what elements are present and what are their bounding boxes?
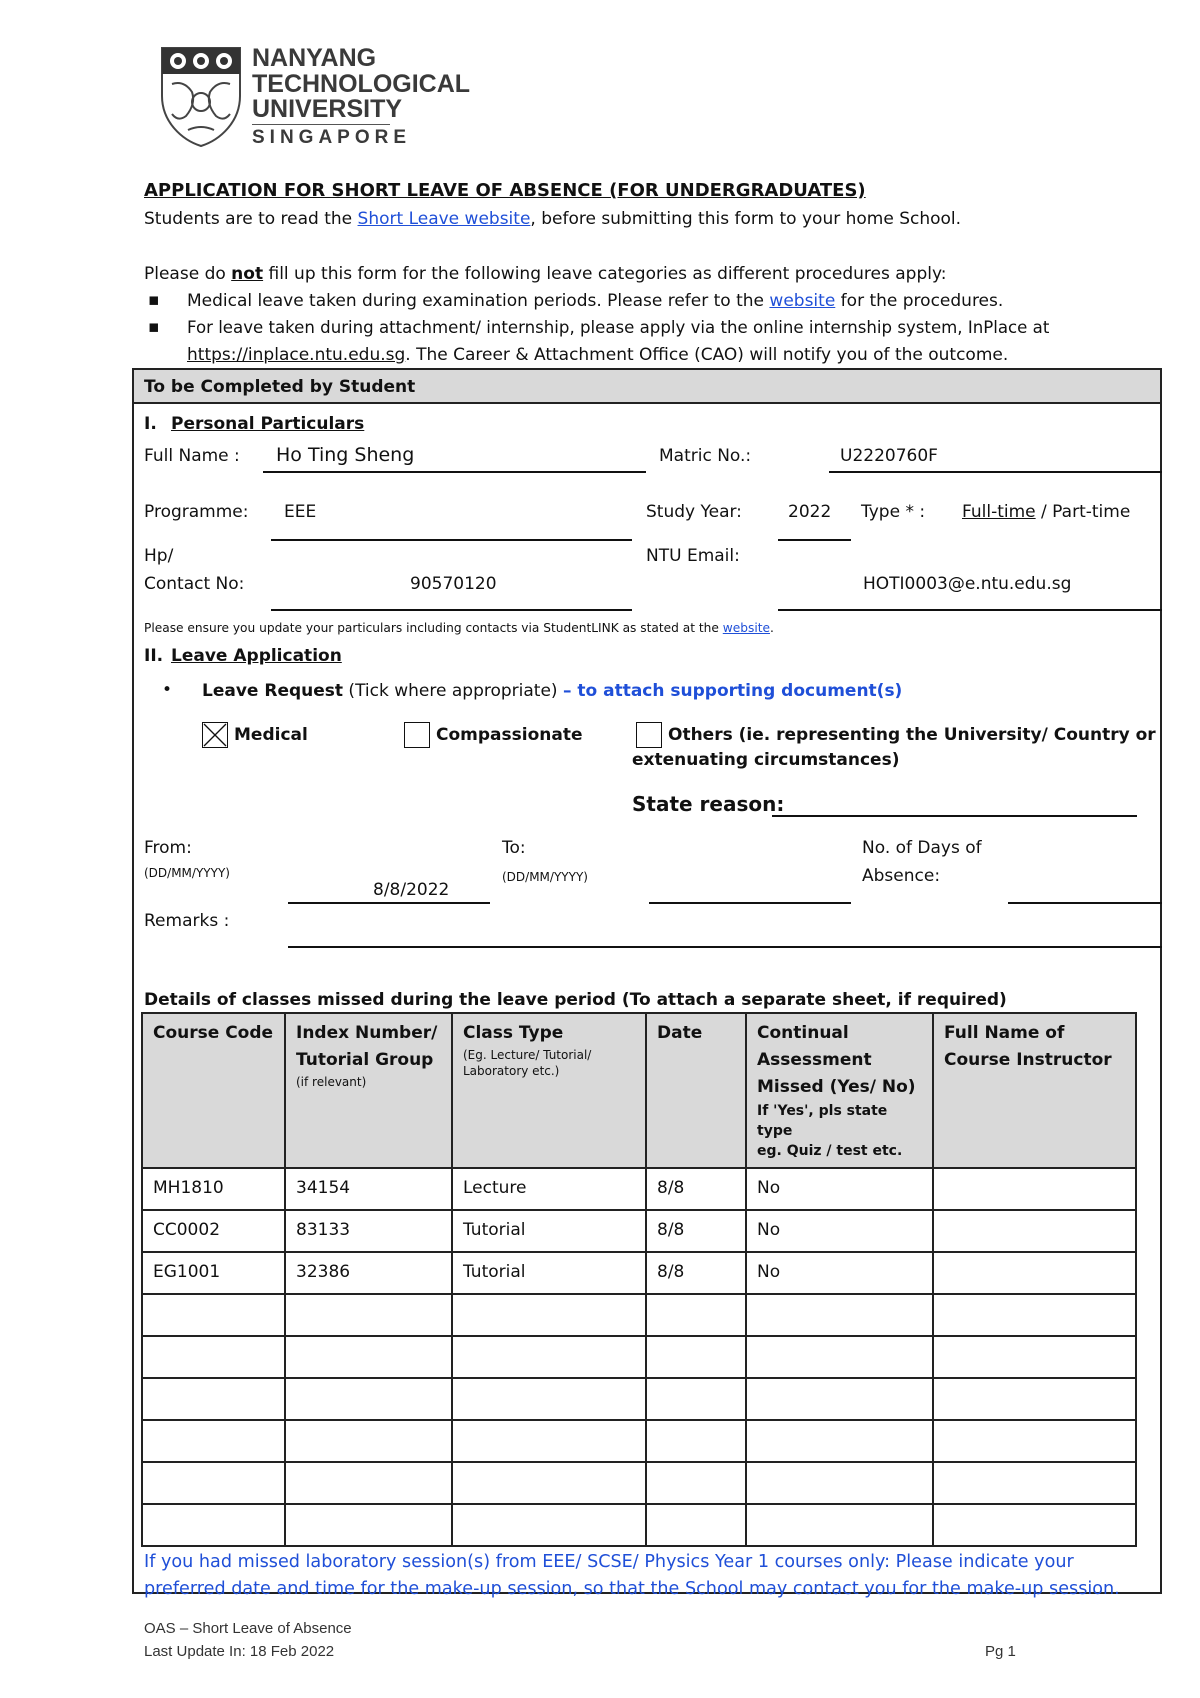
table-cell[interactable] — [142, 1294, 285, 1336]
table-cell[interactable] — [285, 1504, 452, 1546]
table-cell[interactable] — [933, 1336, 1136, 1378]
table-row — [142, 1210, 1136, 1252]
table-cell[interactable]: MH1810 — [142, 1168, 285, 1210]
table-cell[interactable] — [746, 1504, 933, 1546]
table-cell[interactable] — [746, 1336, 933, 1378]
table-cell[interactable] — [646, 1378, 746, 1420]
footer-page-number: Pg 1 — [985, 1643, 1016, 1660]
to-label: To: — [502, 838, 526, 858]
table-cell[interactable]: EG1001 — [142, 1252, 285, 1294]
table-cell[interactable] — [646, 1294, 746, 1336]
bullet-marker: ▪ — [148, 317, 160, 337]
col-continual-assessment: Continual Assessment Missed (Yes/ No) If 'Yes', pls state type eg. Quiz / test etc. — [746, 1013, 933, 1168]
study-year-underline — [778, 539, 851, 541]
study-year-label: Study Year: — [646, 502, 742, 522]
ntu-crest-icon — [158, 44, 244, 148]
programme-underline — [271, 539, 632, 541]
table-cell[interactable] — [452, 1294, 646, 1336]
inplace-link[interactable]: https://inplace.ntu.edu.sg — [187, 345, 406, 365]
from-format-hint: (DD/MM/YYYY) — [144, 866, 230, 880]
personal-section-heading: Personal Particulars — [171, 414, 365, 434]
notice-bullet-1: Medical leave taken during examination periods. Please refer to the website for the procedures. — [187, 291, 1004, 311]
bullet-marker: ▪ — [148, 290, 160, 310]
type-options: Full-time / Part-time — [962, 502, 1131, 522]
table-cell[interactable]: Tutorial — [452, 1252, 646, 1294]
table-cell[interactable] — [646, 1462, 746, 1504]
table-cell[interactable] — [452, 1504, 646, 1546]
table-cell[interactable]: 8/8 — [646, 1210, 746, 1252]
table-cell[interactable] — [933, 1378, 1136, 1420]
to-date-field[interactable] — [649, 902, 851, 904]
table-row — [142, 1462, 1136, 1504]
table-cell[interactable] — [933, 1210, 1136, 1252]
others-option-label-cont: extenuating circumstances) — [632, 750, 900, 770]
logo-line-4: SINGAPORE — [252, 127, 412, 148]
table-cell[interactable] — [646, 1504, 746, 1546]
study-year-field[interactable]: 2022 — [788, 502, 832, 522]
table-cell[interactable] — [933, 1168, 1136, 1210]
table-row — [142, 1336, 1136, 1378]
compassionate-checkbox[interactable] — [404, 722, 430, 748]
leave-request-line: Leave Request (Tick where appropriate) – to attach supporting document(s) — [202, 681, 903, 701]
table-cell[interactable] — [142, 1420, 285, 1462]
email-label: NTU Email: — [646, 546, 740, 566]
medical-checkbox[interactable] — [202, 722, 228, 748]
checked-x-icon — [203, 723, 227, 747]
personal-section-num: I. — [144, 414, 157, 434]
others-option-label: Others (ie. representing the University/ Country or — [668, 725, 1156, 745]
contact-field[interactable]: 90570120 — [410, 574, 497, 594]
table-cell[interactable]: No — [746, 1252, 933, 1294]
table-cell[interactable]: Tutorial — [452, 1210, 646, 1252]
days-label: No. of Days of — [862, 838, 982, 858]
table-row — [142, 1420, 1136, 1462]
table-row — [142, 1294, 1136, 1336]
matric-field[interactable]: U2220760F — [840, 446, 938, 466]
table-cell[interactable] — [452, 1336, 646, 1378]
from-date-field[interactable]: 8/8/2022 — [373, 880, 450, 900]
logo-line-3: UNIVERSITY — [252, 95, 403, 123]
email-underline — [778, 609, 1162, 611]
table-row — [142, 1504, 1136, 1546]
table-cell[interactable] — [746, 1294, 933, 1336]
footer-last-update: Last Update In: 18 Feb 2022 — [144, 1643, 335, 1660]
table-cell[interactable] — [646, 1420, 746, 1462]
full-name-underline — [263, 471, 646, 473]
to-format-hint: (DD/MM/YYYY) — [502, 870, 588, 884]
notice-bullet-2: For leave taken during attachment/ internship, please apply via the online internship system, InPlace at — [187, 318, 1050, 337]
table-cell[interactable] — [933, 1462, 1136, 1504]
table-cell[interactable] — [452, 1420, 646, 1462]
matric-label: Matric No.: — [659, 446, 752, 466]
table-cell[interactable] — [142, 1504, 285, 1546]
logo-line-2: TECHNOLOGICAL — [252, 70, 471, 98]
table-cell[interactable] — [285, 1336, 452, 1378]
col-class-type: Class Type (Eg. Lecture/ Tutorial/ Laboratory etc.) — [452, 1013, 646, 1168]
programme-field[interactable]: EEE — [284, 502, 317, 522]
table-cell[interactable] — [142, 1336, 285, 1378]
table-cell[interactable] — [746, 1462, 933, 1504]
table-header-row — [142, 1013, 1136, 1168]
col-course-code: Course Code — [142, 1013, 285, 1168]
days-field[interactable] — [1008, 902, 1162, 904]
table-cell[interactable] — [285, 1462, 452, 1504]
programme-label: Programme: — [144, 502, 249, 522]
table-cell[interactable]: Lecture — [452, 1168, 646, 1210]
days-label-cont: Absence: — [862, 866, 941, 886]
medical-option-label: Medical — [234, 725, 308, 745]
table-cell[interactable]: CC0002 — [142, 1210, 285, 1252]
table-cell[interactable] — [452, 1462, 646, 1504]
classes-heading: Details of classes missed during the leave period (To attach a separate sheet, if required) — [144, 990, 1007, 1010]
remarks-label: Remarks : — [144, 911, 230, 931]
col-date: Date — [646, 1013, 746, 1168]
leave-section-heading: Leave Application — [171, 646, 342, 666]
table-cell[interactable]: 32386 — [285, 1252, 452, 1294]
table-cell[interactable] — [142, 1462, 285, 1504]
table-cell[interactable] — [933, 1294, 1136, 1336]
full-name-label: Full Name : — [144, 446, 240, 466]
type-part-time[interactable]: Part-time — [1052, 502, 1131, 522]
intro-text: Students are to read the Short Leave website, before submitting this form to your home School. — [144, 209, 962, 229]
table-cell[interactable] — [933, 1504, 1136, 1546]
table-cell[interactable] — [933, 1252, 1136, 1294]
table-cell[interactable]: 8/8 — [646, 1252, 746, 1294]
others-checkbox[interactable] — [636, 722, 662, 748]
classes-table — [141, 1012, 1137, 1547]
state-reason-label: State reason: — [632, 792, 785, 816]
table-row — [142, 1168, 1136, 1210]
notice-bullet-2-cont: https://inplace.ntu.edu.sg. The Career & Attachment Office (CAO) will notify you of the outcome. — [187, 345, 1009, 365]
footer-doc-name: OAS – Short Leave of Absence — [144, 1620, 352, 1637]
hp-label: Hp/ — [144, 546, 174, 566]
full-name-field[interactable]: Ho Ting Sheng — [276, 444, 415, 466]
table-cell[interactable] — [646, 1336, 746, 1378]
exam-medical-website-link[interactable]: website — [769, 291, 836, 311]
table-cell[interactable]: 34154 — [285, 1168, 452, 1210]
col-index-number: Index Number/ Tutorial Group (if relevant) — [285, 1013, 452, 1168]
compassionate-option-label: Compassionate — [436, 725, 583, 745]
table-cell[interactable]: 83133 — [285, 1210, 452, 1252]
short-leave-website-link[interactable]: Short Leave website — [357, 209, 531, 229]
state-reason-field[interactable] — [772, 815, 1137, 817]
email-field[interactable]: HOTI0003@e.ntu.edu.sg — [863, 574, 1072, 594]
bullet-dot: • — [162, 680, 173, 700]
contact-label: Contact No: — [144, 574, 245, 594]
table-cell[interactable] — [746, 1378, 933, 1420]
studentlink-website-link[interactable]: website — [722, 621, 770, 635]
table-row — [142, 1252, 1136, 1294]
table-cell[interactable] — [933, 1420, 1136, 1462]
ntu-logo — [158, 44, 244, 148]
contact-underline — [271, 609, 632, 611]
type-full-time[interactable]: Full-time — [962, 502, 1036, 522]
table-cell[interactable] — [746, 1420, 933, 1462]
table-cell[interactable] — [452, 1378, 646, 1420]
form-title: APPLICATION FOR SHORT LEAVE OF ABSENCE (FOR UNDERGRADUATES) — [144, 180, 866, 201]
remarks-field[interactable] — [288, 946, 1162, 948]
table-cell[interactable]: No — [746, 1210, 933, 1252]
update-note: Please ensure you update your particulars including contacts via StudentLINK as stated at the website. — [144, 621, 774, 635]
table-cell[interactable] — [285, 1294, 452, 1336]
lab-note-line-2: preferred date and time for the make-up session, so that the School may contact you for the make-up session. — [144, 1579, 1120, 1599]
col-instructor: Full Name of Course Instructor — [933, 1013, 1136, 1168]
table-cell[interactable]: No — [746, 1168, 933, 1210]
section-header: To be Completed by Student — [144, 377, 416, 397]
type-label: Type * : — [861, 502, 926, 522]
table-cell[interactable] — [285, 1420, 452, 1462]
notice-text: Please do not fill up this form for the following leave categories as different procedures apply: — [144, 264, 947, 284]
matric-underline — [829, 471, 1162, 473]
from-label: From: — [144, 838, 192, 858]
leave-section-num: II. — [144, 646, 164, 666]
table-cell[interactable]: 8/8 — [646, 1168, 746, 1210]
lab-note-line-1: If you had missed laboratory session(s) from EEE/ SCSE/ Physics Year 1 courses only: Please indicate your — [144, 1552, 1074, 1572]
table-cell[interactable] — [142, 1378, 285, 1420]
table-row — [142, 1378, 1136, 1420]
table-cell[interactable] — [285, 1378, 452, 1420]
from-date-underline — [288, 902, 490, 904]
logo-line-1: NANYANG — [252, 44, 377, 72]
